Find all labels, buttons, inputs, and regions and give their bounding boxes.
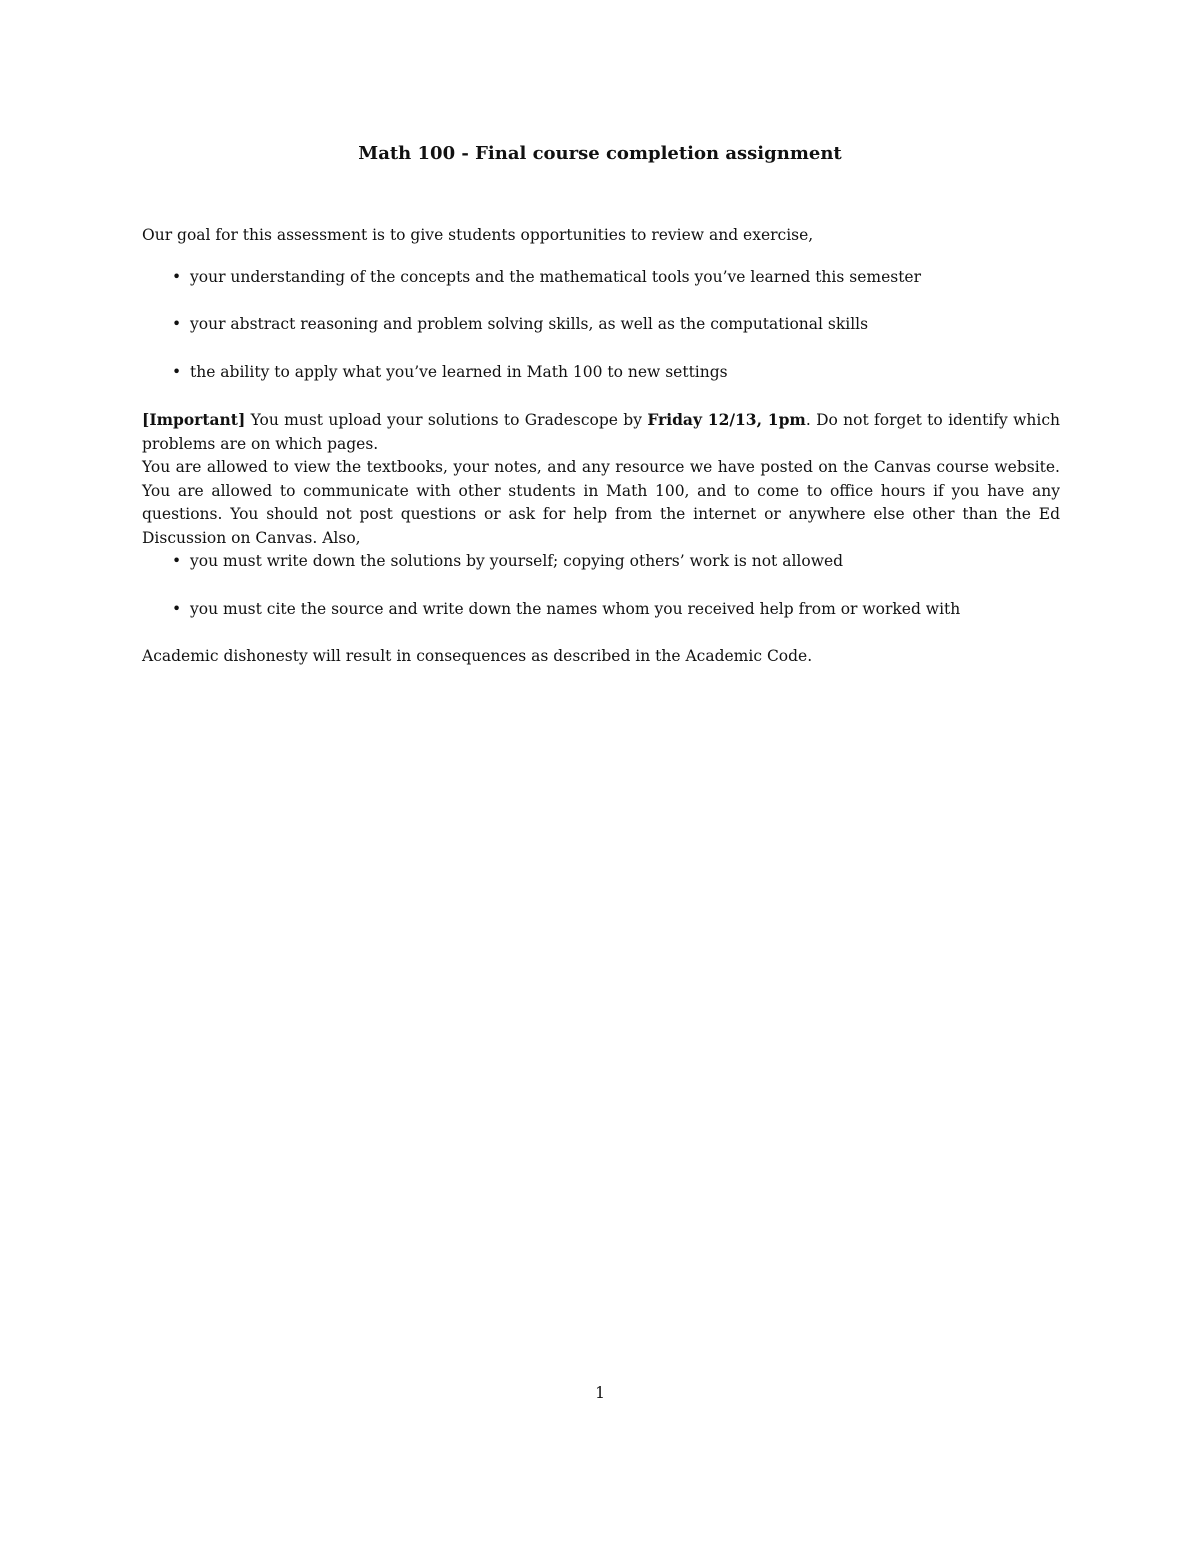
bullet-icon: • bbox=[172, 315, 182, 333]
rules-list bbox=[142, 550, 1060, 621]
goal-text: the ability to apply what you’ve learned in Math 100 to new settings bbox=[190, 362, 728, 381]
page-number: 1 bbox=[595, 1384, 605, 1402]
list-item bbox=[142, 313, 1060, 337]
important-text-before: You must upload your solutions to Gradescope by bbox=[245, 411, 648, 429]
closing-paragraph: Academic dishonesty will result in consequences as described in the Academic Code. bbox=[142, 647, 813, 665]
document-title: Math 100 - Final course completion assignment bbox=[358, 143, 842, 164]
goals-list bbox=[142, 266, 1060, 385]
list-item bbox=[142, 361, 1060, 385]
rule-text: you must write down the solutions by yourself; copying others’ work is not allowed bbox=[190, 552, 844, 570]
resources-paragraph: You are allowed to view the textbooks, your notes, and any resource we have posted on the Canvas course website. You are allowed to communicate with other students in Math 100, and to come to office hours if you have any questions. You should not post questions or ask for help from the internet or anywhere else other than the Ed Discussion on Canvas. Also, bbox=[142, 458, 1060, 547]
document-body bbox=[142, 224, 1060, 669]
important-paragraph bbox=[142, 408, 1060, 456]
intro-paragraph: Our goal for this assessment is to give students opportunities to review and exercise, bbox=[142, 226, 814, 244]
bullet-icon: • bbox=[172, 362, 182, 381]
bullet-icon: • bbox=[172, 267, 182, 286]
rule-text: you must cite the source and write down the names whom you received help from or worked with bbox=[190, 599, 961, 618]
important-label: [Important] bbox=[142, 410, 246, 429]
goal-text: your abstract reasoning and problem solving skills, as well as the computational skills bbox=[190, 315, 869, 333]
important-text-after: . Do not forget to identify which problems are on which pages. bbox=[142, 411, 1060, 453]
bullet-icon: • bbox=[172, 552, 182, 570]
bullet-icon: • bbox=[172, 599, 182, 618]
list-item bbox=[142, 550, 1060, 574]
list-item bbox=[142, 266, 1060, 290]
goal-text: your understanding of the concepts and the mathematical tools you’ve learned this semester bbox=[190, 267, 922, 286]
deadline-text: Friday 12/13, 1pm bbox=[647, 410, 806, 429]
list-item bbox=[142, 598, 1060, 622]
